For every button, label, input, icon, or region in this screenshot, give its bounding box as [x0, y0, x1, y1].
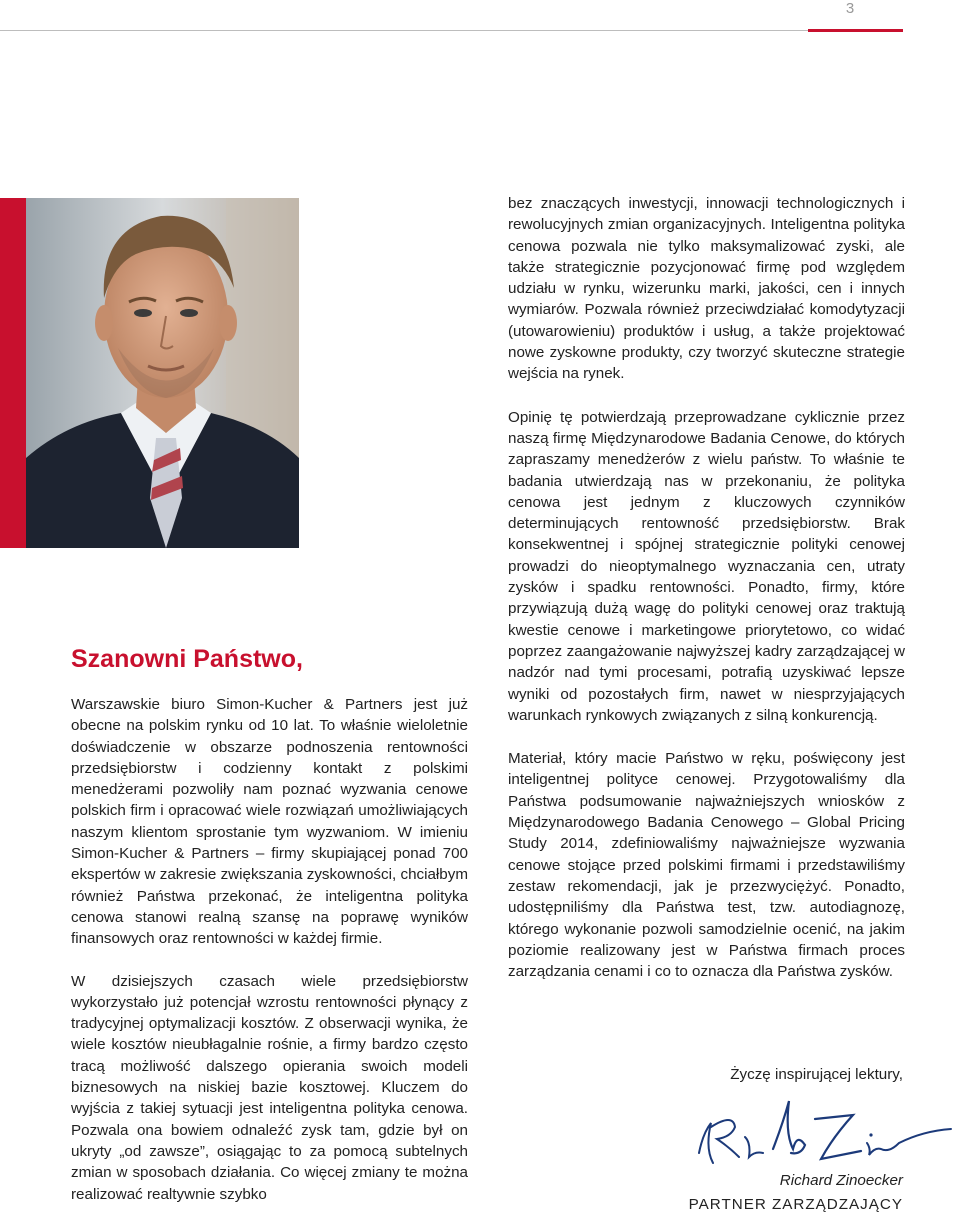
page-title: Szanowni Państwo,: [71, 645, 303, 673]
accent-bar: [0, 198, 26, 548]
signature-role: PARTNER ZARZĄDZAJĄCY: [688, 1196, 903, 1213]
right-column: [508, 193, 905, 982]
signature-icon: [693, 1093, 955, 1180]
paragraph: Opinię tę potwierdzają przeprowadzane cyklicznie przez naszą firmę Międzynarodowe Badania Cenowe, do których zapraszamy menedżerów z wielu państw. To właśnie te badania utwierdzają nas w przekonaniu, że polityka cenowa jest jednym z kluczowych czynników determinujących rentowność przedsiębiorstw. Brak konsekwentnej i spójnej strategicznie polityki cenowej prowadzi do nieoptymalnego wyznaczania cen, utraty zysków i spadku rentowności. Ponadto, firmy, które przywiązują dużą wagę do polityki cenowej oraz traktują kwestie cenowe i marketingowe priorytetowo, co widać poprzez zaangażowanie najwyższej kadry zarządzającej w nadzór nad tymi procesami, potrafią uzyskiwać lepsze wyniki od pozostałych firm, nawet w niesprzyjających warunkach rynkowych związanych z silną konkurencją.: [508, 408, 905, 724]
header-rule: [0, 30, 903, 31]
paragraph: Materiał, który macie Państwo w ręku, poświęcony jest inteligentnej polityce cenowej. Przygotowaliśmy dla Państwa podsumowanie najważniejszych wniosków z Międzynarodowego Badania Cenowego – Global Pricing Study 2014, zdefiniowaliśmy najważniejsze wyzwania cenowe stojące przed polskimi firmami i przedstawiliśmy zestaw rekomendacji, jak je przezwyciężyć. Ponadto, udostępniliśmy dla Państwa test, tzw. autodiagnozę, którego wykonanie pozwoli samodzielnie ocenić, na jakim poziomie realizowany jest w Państwa firmach proces zarządzania cenami i co to oznacza dla Państwa zysków.: [508, 750, 905, 981]
page-number: 3: [845, 0, 855, 17]
portrait-photo: [26, 198, 299, 548]
left-column: [71, 694, 468, 1205]
header-accent: [808, 29, 903, 32]
paragraph: Warszawskie biuro Simon-Kucher & Partners jest już obecne na polskim rynku od 10 lat. To właśnie wieloletnie doświadczenie w obszarze podnoszenia rentowności przedsiębiorstw i codzienny kontakt z polskimi menedżerami pozwoliły nam poznać wyzwania cenowe polskich firm i opracować wiele rozwiązań umożliwiających naszym klientom sprostanie tym wyzwaniom. W imieniu Simon-Kucher & Partners – firmy skupiającej ponad 700 ekspertów w zakresie zwiększania zyskowności, chciałbym również Państwa przekonać, że inteligentna polityka cenowa stanowi realną szansę na poprawę wyników finansowych oraz rentowności w każdej firmie.: [71, 696, 468, 948]
paragraph: bez znaczących inwestycji, innowacji technologicznych i rewolucyjnych zmian organizacyjnych. Inteligentna polityka cenowa pozwala nie tylko maksymalizować zyski, ale także strategicznie pozycjonować firmę pod względem udziału w rynku, wizerunku marki, jakości, cen i innych wymiarów. Pozwala również przeciwdziałać komodytyzacji (utowarowieniu) produktów i usług, a także projektować nowe zyskowne produkty, czy tworzyć skuteczne strategie wejścia na rynek.: [508, 195, 905, 383]
paragraph: W dzisiejszych czasach wiele przedsiębiorstw wykorzystało już potencjał wzrostu rentowności płynący z tradycyjnej optymalizacji kosztów. Z obserwacji wynika, że wiele kosztów nieubłagalnie rośnie, a firmy bardzo często tracą możliwość dalszego opierania swoich modeli biznesowych na niskiej bazie kosztowej. Kluczem do wyjścia z takiej sytuacji jest inteligentna polityka cenowa. Pozwala ona bowiem odnaleźć zysk tam, gdzie był on ukryty „od zawsze”, osiągając to za pomocą subtelnych zmian w sposobach działania. Co więcej zmiany te można realizować realtywnie szybko: [71, 972, 468, 1203]
closing-line: Życzę inspirującej lektury,: [730, 1066, 903, 1083]
signature-name: Richard Zinoecker: [779, 1172, 903, 1189]
